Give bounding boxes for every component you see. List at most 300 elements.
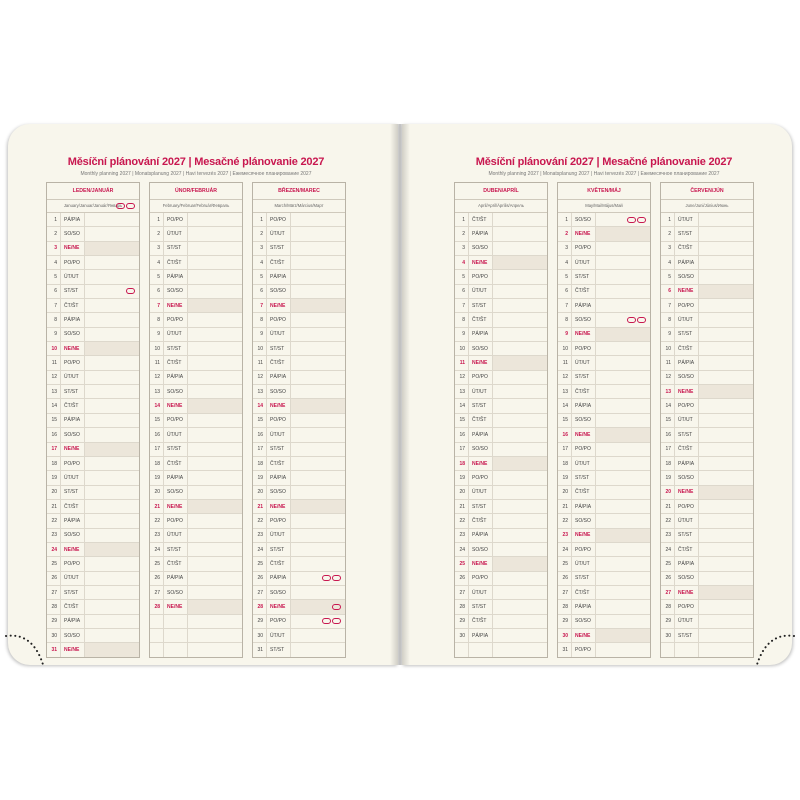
day-note-field[interactable] xyxy=(698,529,753,542)
day-row[interactable] xyxy=(253,385,345,399)
day-row[interactable] xyxy=(455,385,547,399)
day-row[interactable] xyxy=(253,486,345,500)
day-note-field[interactable] xyxy=(595,299,650,312)
day-note-field[interactable] xyxy=(595,471,650,484)
day-row[interactable] xyxy=(455,443,547,457)
day-note-field[interactable] xyxy=(290,529,345,542)
day-row[interactable] xyxy=(47,643,139,656)
day-row[interactable] xyxy=(253,399,345,413)
day-row[interactable] xyxy=(558,285,650,299)
day-note-field[interactable] xyxy=(698,227,753,240)
day-note-field[interactable] xyxy=(290,414,345,427)
day-row[interactable] xyxy=(253,443,345,457)
day-row[interactable] xyxy=(150,600,242,614)
day-row[interactable] xyxy=(150,514,242,528)
day-row[interactable] xyxy=(47,242,139,256)
day-note-field[interactable] xyxy=(290,356,345,369)
day-note-field[interactable] xyxy=(492,500,547,513)
day-row[interactable] xyxy=(455,500,547,514)
day-note-field[interactable] xyxy=(187,299,242,312)
day-row[interactable] xyxy=(150,486,242,500)
day-note-field[interactable] xyxy=(595,529,650,542)
day-note-field[interactable] xyxy=(698,385,753,398)
day-row[interactable] xyxy=(661,457,753,471)
day-row[interactable] xyxy=(558,256,650,270)
day-note-field[interactable] xyxy=(595,543,650,556)
day-row[interactable] xyxy=(455,529,547,543)
day-row[interactable] xyxy=(455,285,547,299)
day-row[interactable] xyxy=(455,514,547,528)
day-note-field[interactable] xyxy=(290,342,345,355)
day-note-field[interactable] xyxy=(492,299,547,312)
day-row[interactable] xyxy=(455,572,547,586)
day-row[interactable] xyxy=(253,328,345,342)
day-note-field[interactable] xyxy=(595,572,650,585)
day-note-field[interactable] xyxy=(290,557,345,570)
day-row[interactable] xyxy=(661,629,753,643)
day-row[interactable] xyxy=(455,328,547,342)
day-note-field[interactable] xyxy=(84,227,139,240)
day-note-field[interactable] xyxy=(84,543,139,556)
day-note-field[interactable] xyxy=(698,342,753,355)
day-note-field[interactable] xyxy=(492,428,547,441)
day-row[interactable] xyxy=(47,213,139,227)
day-note-field[interactable] xyxy=(698,371,753,384)
day-note-field[interactable] xyxy=(698,486,753,499)
day-note-field[interactable] xyxy=(290,428,345,441)
day-row[interactable] xyxy=(150,428,242,442)
day-row[interactable] xyxy=(661,514,753,528)
day-note-field[interactable] xyxy=(492,471,547,484)
day-note-field[interactable] xyxy=(698,256,753,269)
day-note-field[interactable] xyxy=(290,629,345,642)
day-note-field[interactable] xyxy=(595,414,650,427)
day-note-field[interactable] xyxy=(698,557,753,570)
day-row[interactable] xyxy=(661,414,753,428)
day-row[interactable] xyxy=(661,443,753,457)
day-row[interactable] xyxy=(150,643,242,656)
day-note-field[interactable] xyxy=(290,227,345,240)
day-note-field[interactable] xyxy=(595,500,650,513)
day-row[interactable] xyxy=(558,428,650,442)
day-row[interactable] xyxy=(661,328,753,342)
day-note-field[interactable] xyxy=(187,457,242,470)
day-note-field[interactable] xyxy=(492,313,547,326)
day-row[interactable] xyxy=(253,242,345,256)
day-note-field[interactable] xyxy=(187,443,242,456)
day-row[interactable] xyxy=(47,256,139,270)
day-row[interactable] xyxy=(661,600,753,614)
day-note-field[interactable] xyxy=(84,399,139,412)
day-note-field[interactable] xyxy=(187,500,242,513)
day-note-field[interactable] xyxy=(290,385,345,398)
day-row[interactable] xyxy=(455,543,547,557)
day-note-field[interactable] xyxy=(492,371,547,384)
day-row[interactable] xyxy=(558,414,650,428)
day-row[interactable] xyxy=(47,586,139,600)
day-row[interactable] xyxy=(455,629,547,643)
day-note-field[interactable] xyxy=(187,328,242,341)
day-row[interactable] xyxy=(661,356,753,370)
day-row[interactable] xyxy=(455,557,547,571)
day-note-field[interactable] xyxy=(698,428,753,441)
day-note-field[interactable] xyxy=(84,270,139,283)
day-note-field[interactable] xyxy=(290,471,345,484)
day-row[interactable] xyxy=(661,299,753,313)
day-row[interactable] xyxy=(558,600,650,614)
day-note-field[interactable] xyxy=(187,643,242,656)
day-note-field[interactable] xyxy=(595,285,650,298)
day-note-field[interactable] xyxy=(595,256,650,269)
day-note-field[interactable] xyxy=(492,543,547,556)
day-row[interactable] xyxy=(661,529,753,543)
day-row[interactable] xyxy=(47,543,139,557)
day-row[interactable] xyxy=(47,313,139,327)
day-row[interactable] xyxy=(47,486,139,500)
day-row[interactable] xyxy=(558,500,650,514)
day-row[interactable] xyxy=(558,557,650,571)
day-row[interactable] xyxy=(661,486,753,500)
day-row[interactable] xyxy=(661,572,753,586)
day-row[interactable] xyxy=(661,557,753,571)
day-note-field[interactable] xyxy=(492,385,547,398)
day-row[interactable] xyxy=(661,227,753,241)
day-row[interactable] xyxy=(455,399,547,413)
day-row[interactable] xyxy=(558,299,650,313)
day-note-field[interactable] xyxy=(187,227,242,240)
day-row[interactable] xyxy=(150,586,242,600)
day-note-field[interactable] xyxy=(187,342,242,355)
day-row[interactable] xyxy=(150,457,242,471)
day-row[interactable] xyxy=(558,328,650,342)
day-note-field[interactable] xyxy=(492,600,547,613)
day-note-field[interactable] xyxy=(492,356,547,369)
day-row[interactable] xyxy=(253,256,345,270)
day-note-field[interactable] xyxy=(84,242,139,255)
day-row[interactable] xyxy=(47,615,139,629)
day-note-field[interactable] xyxy=(290,242,345,255)
day-note-field[interactable] xyxy=(84,514,139,527)
day-row[interactable] xyxy=(150,313,242,327)
day-row[interactable] xyxy=(150,213,242,227)
day-row[interactable] xyxy=(253,629,345,643)
day-row[interactable] xyxy=(558,572,650,586)
day-note-field[interactable] xyxy=(290,457,345,470)
day-row[interactable] xyxy=(558,313,650,327)
day-note-field[interactable] xyxy=(595,557,650,570)
day-note-field[interactable] xyxy=(492,328,547,341)
day-note-field[interactable] xyxy=(290,256,345,269)
day-row[interactable] xyxy=(150,414,242,428)
day-row[interactable] xyxy=(661,256,753,270)
day-note-field[interactable] xyxy=(698,471,753,484)
day-note-field[interactable] xyxy=(290,285,345,298)
day-row[interactable] xyxy=(455,428,547,442)
day-row[interactable] xyxy=(455,356,547,370)
day-note-field[interactable] xyxy=(187,414,242,427)
day-row[interactable] xyxy=(47,342,139,356)
day-row[interactable] xyxy=(661,285,753,299)
day-note-field[interactable] xyxy=(187,285,242,298)
day-note-field[interactable] xyxy=(698,399,753,412)
day-note-field[interactable] xyxy=(290,270,345,283)
day-note-field[interactable] xyxy=(84,328,139,341)
day-row[interactable] xyxy=(47,414,139,428)
day-row[interactable] xyxy=(150,385,242,399)
day-note-field[interactable] xyxy=(698,629,753,642)
day-note-field[interactable] xyxy=(187,399,242,412)
day-row[interactable] xyxy=(558,399,650,413)
day-row[interactable] xyxy=(47,529,139,543)
day-note-field[interactable] xyxy=(84,428,139,441)
day-note-field[interactable] xyxy=(698,543,753,556)
day-note-field[interactable] xyxy=(698,572,753,585)
day-note-field[interactable] xyxy=(187,600,242,613)
day-note-field[interactable] xyxy=(84,414,139,427)
day-row[interactable] xyxy=(253,600,345,614)
day-note-field[interactable] xyxy=(84,586,139,599)
day-note-field[interactable] xyxy=(187,256,242,269)
day-row[interactable] xyxy=(150,615,242,629)
day-row[interactable] xyxy=(47,572,139,586)
day-note-field[interactable] xyxy=(84,371,139,384)
day-row[interactable] xyxy=(47,629,139,643)
day-note-field[interactable] xyxy=(84,557,139,570)
day-note-field[interactable] xyxy=(187,385,242,398)
day-row[interactable] xyxy=(47,328,139,342)
day-row[interactable] xyxy=(558,615,650,629)
day-row[interactable] xyxy=(253,299,345,313)
day-row[interactable] xyxy=(253,615,345,629)
day-note-field[interactable] xyxy=(84,529,139,542)
day-note-field[interactable] xyxy=(595,615,650,628)
day-note-field[interactable] xyxy=(187,615,242,628)
day-row[interactable] xyxy=(47,471,139,485)
day-row[interactable] xyxy=(150,572,242,586)
day-row[interactable] xyxy=(253,514,345,528)
day-note-field[interactable] xyxy=(492,529,547,542)
day-row[interactable] xyxy=(661,342,753,356)
day-note-field[interactable] xyxy=(187,586,242,599)
day-note-field[interactable] xyxy=(595,399,650,412)
day-note-field[interactable] xyxy=(84,256,139,269)
day-note-field[interactable] xyxy=(187,213,242,226)
day-note-field[interactable] xyxy=(290,586,345,599)
day-row[interactable] xyxy=(47,270,139,284)
day-row[interactable] xyxy=(558,242,650,256)
day-note-field[interactable] xyxy=(84,629,139,642)
day-note-field[interactable] xyxy=(290,313,345,326)
day-row[interactable] xyxy=(253,543,345,557)
day-row[interactable] xyxy=(455,471,547,485)
day-note-field[interactable] xyxy=(698,500,753,513)
day-row[interactable] xyxy=(253,342,345,356)
day-note-field[interactable] xyxy=(492,643,547,656)
day-note-field[interactable] xyxy=(84,356,139,369)
day-row[interactable] xyxy=(455,256,547,270)
day-row[interactable] xyxy=(47,443,139,457)
day-note-field[interactable] xyxy=(698,242,753,255)
day-row[interactable] xyxy=(253,270,345,284)
day-note-field[interactable] xyxy=(84,213,139,226)
day-row[interactable] xyxy=(150,342,242,356)
day-note-field[interactable] xyxy=(492,227,547,240)
day-row[interactable] xyxy=(47,285,139,299)
day-row[interactable] xyxy=(455,371,547,385)
day-note-field[interactable] xyxy=(595,629,650,642)
day-note-field[interactable] xyxy=(595,457,650,470)
day-note-field[interactable] xyxy=(492,486,547,499)
day-row[interactable] xyxy=(253,356,345,370)
day-row[interactable] xyxy=(455,213,547,227)
day-row[interactable] xyxy=(558,385,650,399)
day-note-field[interactable] xyxy=(492,342,547,355)
day-row[interactable] xyxy=(47,356,139,370)
day-note-field[interactable] xyxy=(595,356,650,369)
day-row[interactable] xyxy=(253,586,345,600)
day-note-field[interactable] xyxy=(698,328,753,341)
day-row[interactable] xyxy=(455,615,547,629)
day-note-field[interactable] xyxy=(187,242,242,255)
day-note-field[interactable] xyxy=(595,371,650,384)
day-row[interactable] xyxy=(150,328,242,342)
day-note-field[interactable] xyxy=(187,543,242,556)
day-note-field[interactable] xyxy=(84,615,139,628)
day-row[interactable] xyxy=(558,356,650,370)
day-note-field[interactable] xyxy=(698,600,753,613)
day-note-field[interactable] xyxy=(698,615,753,628)
day-note-field[interactable] xyxy=(698,270,753,283)
day-note-field[interactable] xyxy=(492,629,547,642)
day-row[interactable] xyxy=(150,256,242,270)
day-row[interactable] xyxy=(253,471,345,485)
day-row[interactable] xyxy=(558,270,650,284)
day-row[interactable] xyxy=(661,471,753,485)
day-note-field[interactable] xyxy=(290,371,345,384)
day-row[interactable] xyxy=(253,285,345,299)
day-row[interactable] xyxy=(455,457,547,471)
day-note-field[interactable] xyxy=(492,615,547,628)
day-row[interactable] xyxy=(253,213,345,227)
day-note-field[interactable] xyxy=(492,443,547,456)
day-row[interactable] xyxy=(455,342,547,356)
day-row[interactable] xyxy=(150,371,242,385)
day-note-field[interactable] xyxy=(187,514,242,527)
day-row[interactable] xyxy=(455,227,547,241)
day-row[interactable] xyxy=(558,643,650,656)
day-note-field[interactable] xyxy=(84,385,139,398)
day-note-field[interactable] xyxy=(492,457,547,470)
day-row[interactable] xyxy=(661,500,753,514)
day-note-field[interactable] xyxy=(84,572,139,585)
day-note-field[interactable] xyxy=(492,514,547,527)
day-row[interactable] xyxy=(47,428,139,442)
day-note-field[interactable] xyxy=(698,443,753,456)
day-note-field[interactable] xyxy=(187,313,242,326)
day-note-field[interactable] xyxy=(84,471,139,484)
day-row[interactable] xyxy=(150,270,242,284)
day-note-field[interactable] xyxy=(187,428,242,441)
day-row[interactable] xyxy=(253,500,345,514)
day-row[interactable] xyxy=(253,557,345,571)
day-row[interactable] xyxy=(558,629,650,643)
day-note-field[interactable] xyxy=(698,414,753,427)
day-row[interactable] xyxy=(253,428,345,442)
day-note-field[interactable] xyxy=(290,643,345,656)
day-row[interactable] xyxy=(253,643,345,656)
day-note-field[interactable] xyxy=(290,213,345,226)
day-row[interactable] xyxy=(150,399,242,413)
day-row[interactable] xyxy=(558,213,650,227)
day-row[interactable] xyxy=(455,414,547,428)
day-row[interactable] xyxy=(150,500,242,514)
day-row[interactable] xyxy=(661,586,753,600)
day-row[interactable] xyxy=(150,242,242,256)
day-row[interactable] xyxy=(558,543,650,557)
day-note-field[interactable] xyxy=(595,600,650,613)
day-note-field[interactable] xyxy=(595,443,650,456)
day-note-field[interactable] xyxy=(84,486,139,499)
day-row[interactable] xyxy=(558,486,650,500)
day-row[interactable] xyxy=(150,471,242,485)
day-note-field[interactable] xyxy=(84,643,139,656)
day-note-field[interactable] xyxy=(698,586,753,599)
day-row[interactable] xyxy=(47,371,139,385)
day-note-field[interactable] xyxy=(595,227,650,240)
day-row[interactable] xyxy=(558,443,650,457)
day-row[interactable] xyxy=(455,600,547,614)
day-row[interactable] xyxy=(47,385,139,399)
day-note-field[interactable] xyxy=(187,371,242,384)
day-note-field[interactable] xyxy=(492,213,547,226)
day-note-field[interactable] xyxy=(595,586,650,599)
day-note-field[interactable] xyxy=(187,629,242,642)
day-note-field[interactable] xyxy=(187,572,242,585)
day-note-field[interactable] xyxy=(698,457,753,470)
day-row[interactable] xyxy=(47,500,139,514)
day-note-field[interactable] xyxy=(595,428,650,441)
day-row[interactable] xyxy=(661,543,753,557)
day-row[interactable] xyxy=(253,414,345,428)
day-row[interactable] xyxy=(253,529,345,543)
day-note-field[interactable] xyxy=(290,399,345,412)
day-row[interactable] xyxy=(47,399,139,413)
day-note-field[interactable] xyxy=(595,270,650,283)
day-note-field[interactable] xyxy=(187,471,242,484)
day-row[interactable] xyxy=(47,299,139,313)
day-note-field[interactable] xyxy=(84,443,139,456)
day-note-field[interactable] xyxy=(698,285,753,298)
day-row[interactable] xyxy=(150,629,242,643)
day-note-field[interactable] xyxy=(595,328,650,341)
day-row[interactable] xyxy=(150,543,242,557)
day-note-field[interactable] xyxy=(595,643,650,656)
day-note-field[interactable] xyxy=(492,586,547,599)
day-row[interactable] xyxy=(558,529,650,543)
day-row[interactable] xyxy=(47,557,139,571)
day-note-field[interactable] xyxy=(290,543,345,556)
day-note-field[interactable] xyxy=(290,299,345,312)
day-row[interactable] xyxy=(455,299,547,313)
day-note-field[interactable] xyxy=(290,514,345,527)
day-note-field[interactable] xyxy=(84,313,139,326)
day-note-field[interactable] xyxy=(698,643,753,656)
day-note-field[interactable] xyxy=(492,572,547,585)
day-note-field[interactable] xyxy=(290,443,345,456)
day-note-field[interactable] xyxy=(492,285,547,298)
day-note-field[interactable] xyxy=(492,256,547,269)
day-row[interactable] xyxy=(455,313,547,327)
